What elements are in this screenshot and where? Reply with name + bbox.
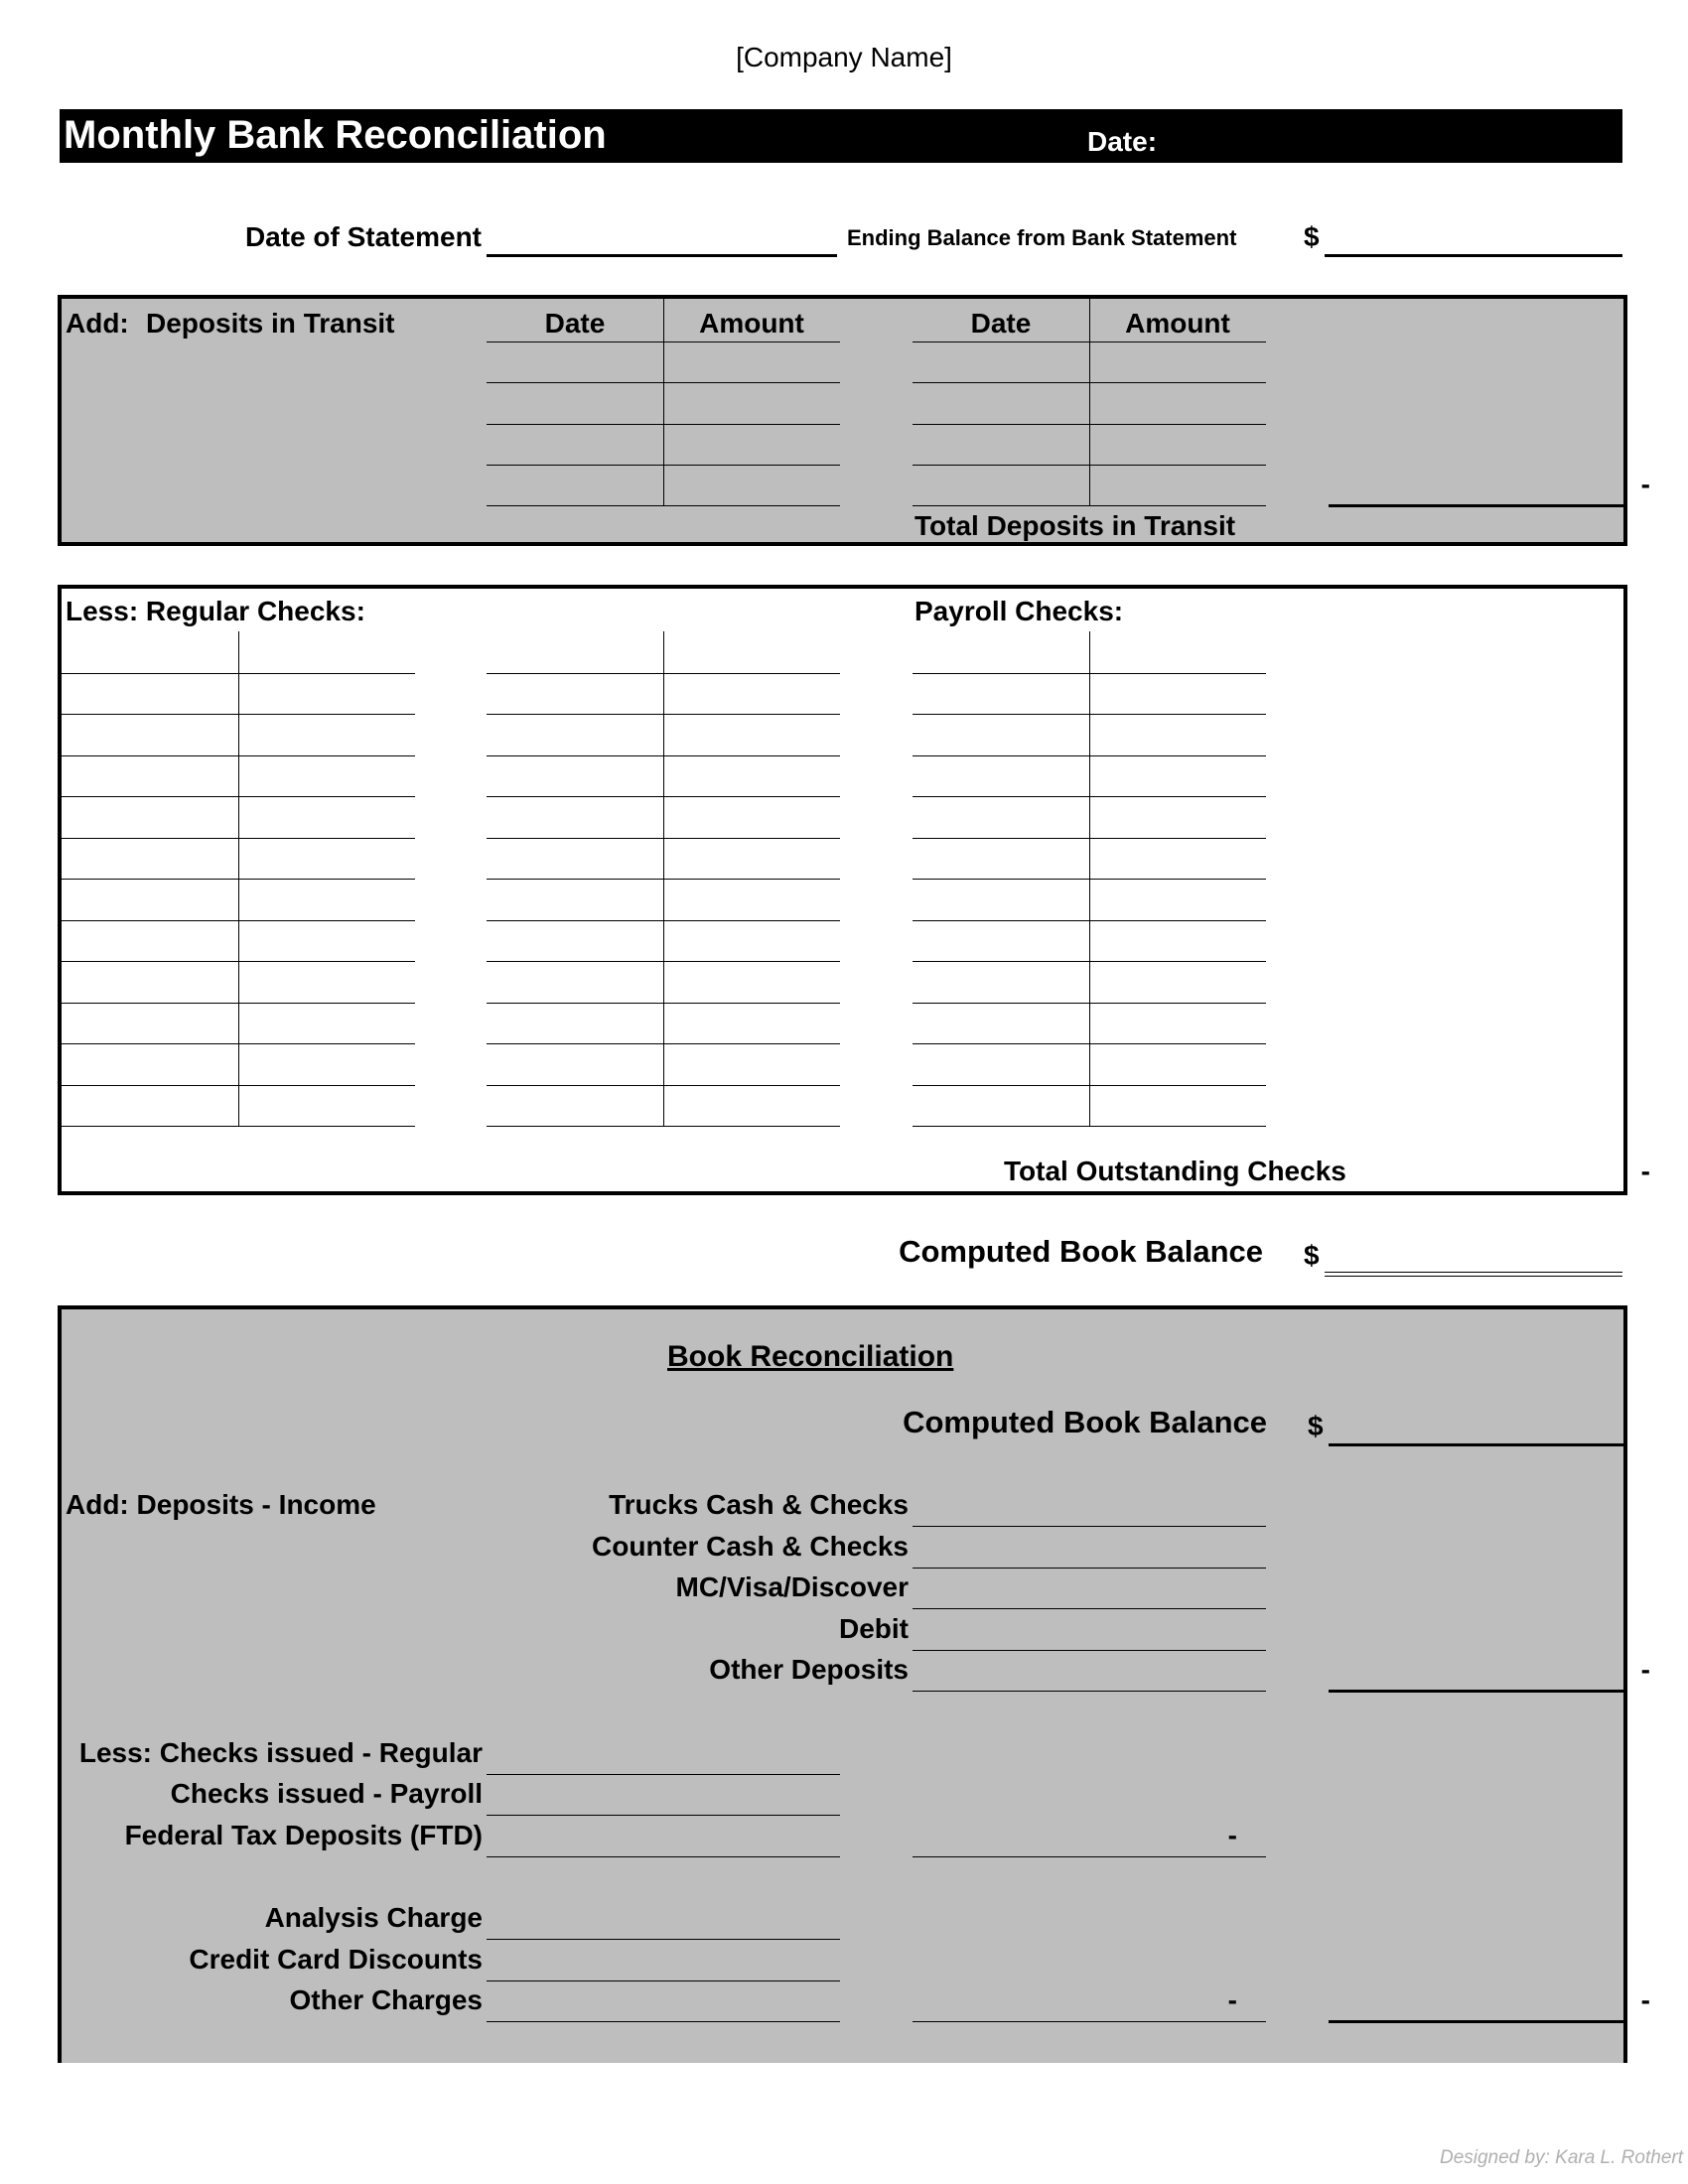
deposits-total-value: - — [1640, 469, 1650, 499]
charge-field-line[interactable] — [487, 2021, 840, 2022]
check-entry-line[interactable] — [487, 879, 840, 880]
check-entry-line[interactable] — [913, 961, 1266, 962]
check-entry-line[interactable] — [487, 714, 840, 715]
income-item-other: Other Deposits — [709, 1654, 909, 1685]
deposits-row-line — [487, 424, 840, 425]
book-reconciliation-title: Book Reconciliation — [667, 1340, 954, 1373]
less-subtotal-line — [913, 1856, 1266, 1857]
check-entry-line[interactable] — [913, 1003, 1266, 1004]
checks-total-value: - — [1640, 1156, 1650, 1186]
charge-total-line — [1329, 2020, 1627, 2023]
deposits-row-line — [913, 465, 1266, 466]
income-field-line[interactable] — [913, 1650, 1266, 1651]
check-entry-line[interactable] — [487, 1085, 840, 1086]
deposits-grid-divider-2 — [1089, 299, 1090, 505]
deposits-col-date-1: Date — [544, 308, 606, 339]
deposits-col-amount-1: Amount — [699, 308, 804, 339]
ending-balance-field[interactable] — [1325, 254, 1622, 257]
less-field-line[interactable] — [487, 1774, 840, 1775]
income-field-line[interactable] — [913, 1526, 1266, 1527]
income-total-line — [1329, 1690, 1627, 1693]
check-entry-line[interactable] — [62, 1043, 415, 1044]
regular-checks-label: Less: Regular Checks: — [66, 596, 365, 626]
income-field-line[interactable] — [913, 1608, 1266, 1609]
book-computed-balance-label: Computed Book Balance — [903, 1405, 1267, 1439]
deposits-row-line — [487, 505, 840, 506]
check-entry-line[interactable] — [913, 673, 1266, 674]
check-entry-line[interactable] — [913, 1043, 1266, 1044]
deposits-col-date-2: Date — [970, 308, 1032, 339]
income-item-cards: MC/Visa/Discover — [675, 1571, 909, 1602]
charge-item-other: Other Charges — [289, 1984, 483, 2015]
date-of-statement-label: Date of Statement — [244, 221, 482, 252]
less-item-payroll: Checks issued - Payroll — [170, 1778, 483, 1809]
check-entry-line[interactable] — [62, 1003, 415, 1004]
charge-subtotal-value: - — [1227, 1984, 1237, 2015]
book-computed-balance-field[interactable] — [1329, 1443, 1627, 1446]
less-subtotal-value: - — [1227, 1820, 1237, 1850]
book-computed-balance-currency: $ — [1308, 1411, 1324, 1441]
income-item-trucks: Trucks Cash & Checks — [609, 1489, 909, 1520]
deposits-grid-divider-1 — [663, 299, 664, 505]
deposits-row-line — [487, 382, 840, 383]
deposits-income-label: Add: Deposits - Income — [66, 1489, 376, 1520]
computed-book-balance-label: Computed Book Balance — [899, 1234, 1263, 1269]
check-entry-line[interactable] — [913, 755, 1266, 756]
charge-item-cc-discounts: Credit Card Discounts — [189, 1944, 483, 1975]
deposits-row-line — [487, 465, 840, 466]
check-entry-line[interactable] — [487, 796, 840, 797]
deposits-row-line — [487, 341, 840, 342]
deposits-add-label: Add: — [66, 308, 129, 339]
income-total-value: - — [1640, 1654, 1650, 1685]
deposits-row-line — [913, 505, 1266, 506]
check-entry-line[interactable] — [487, 961, 840, 962]
check-entry-line[interactable] — [913, 879, 1266, 880]
date-of-statement-field[interactable] — [487, 254, 837, 257]
check-entry-line[interactable] — [913, 714, 1266, 715]
payroll-checks-label: Payroll Checks: — [914, 596, 1124, 626]
deposits-col-amount-2: Amount — [1125, 308, 1230, 339]
charge-field-line[interactable] — [487, 1980, 840, 1981]
page-title: Monthly Bank Reconciliation — [64, 113, 607, 157]
check-entry-line[interactable] — [62, 838, 415, 839]
check-entry-line[interactable] — [913, 838, 1266, 839]
check-entry-line[interactable] — [487, 1126, 840, 1127]
deposits-row-line — [913, 382, 1266, 383]
ending-balance-currency: $ — [1304, 221, 1320, 252]
charge-total-value: - — [1640, 1984, 1650, 2015]
income-item-debit: Debit — [839, 1613, 909, 1644]
check-entry-line[interactable] — [913, 796, 1266, 797]
check-entry-line[interactable] — [487, 920, 840, 921]
charge-field-line[interactable] — [487, 1939, 840, 1940]
check-entry-line[interactable] — [487, 673, 840, 674]
less-field-line[interactable] — [487, 1856, 840, 1857]
designed-by-credit: Designed by: Kara L. Rothert — [1439, 2147, 1683, 2168]
check-entry-line[interactable] — [62, 920, 415, 921]
check-entry-line[interactable] — [62, 755, 415, 756]
less-item-regular: Less: Checks issued - Regular — [78, 1737, 483, 1768]
deposits-total-line — [1329, 504, 1627, 507]
check-entry-line[interactable] — [62, 961, 415, 962]
check-entry-line[interactable] — [62, 1126, 415, 1127]
ending-balance-label: Ending Balance from Bank Statement — [847, 225, 1237, 250]
book-reconciliation-section — [58, 1305, 1650, 2063]
title-bar — [60, 109, 1622, 163]
check-entry-line[interactable] — [487, 1003, 840, 1004]
check-entry-line[interactable] — [913, 1085, 1266, 1086]
check-entry-line[interactable] — [62, 714, 415, 715]
less-item-ftd: Federal Tax Deposits (FTD) — [124, 1820, 483, 1850]
check-entry-line[interactable] — [62, 796, 415, 797]
check-entry-line[interactable] — [62, 879, 415, 880]
deposits-section-label: Deposits in Transit — [146, 308, 395, 339]
checks-total-label: Total Outstanding Checks — [1004, 1156, 1346, 1186]
check-entry-line[interactable] — [487, 755, 840, 756]
outstanding-checks-section — [58, 585, 1650, 1195]
check-entry-line[interactable] — [913, 920, 1266, 921]
check-entry-line[interactable] — [487, 838, 840, 839]
title-date-label: Date: — [1087, 126, 1158, 157]
income-item-counter: Counter Cash & Checks — [592, 1531, 909, 1562]
check-entry-line[interactable] — [913, 1126, 1266, 1127]
deposits-row-line — [913, 341, 1266, 342]
deposits-total-label: Total Deposits in Transit — [914, 510, 1236, 541]
income-field-line[interactable] — [913, 1568, 1266, 1569]
charge-item-analysis: Analysis Charge — [264, 1902, 483, 1933]
income-field-line[interactable] — [913, 1691, 1266, 1692]
check-entry-line[interactable] — [487, 1043, 840, 1044]
check-entry-line[interactable] — [62, 1085, 415, 1086]
computed-book-balance-field[interactable] — [1325, 1272, 1622, 1277]
company-name: [Company Name] — [736, 42, 952, 72]
deposits-in-transit-section — [58, 295, 1650, 546]
less-field-line[interactable] — [487, 1815, 840, 1816]
charge-subtotal-line — [913, 2021, 1266, 2022]
check-entry-line[interactable] — [62, 673, 415, 674]
computed-book-balance-currency: $ — [1304, 1240, 1320, 1271]
deposits-row-line — [913, 424, 1266, 425]
